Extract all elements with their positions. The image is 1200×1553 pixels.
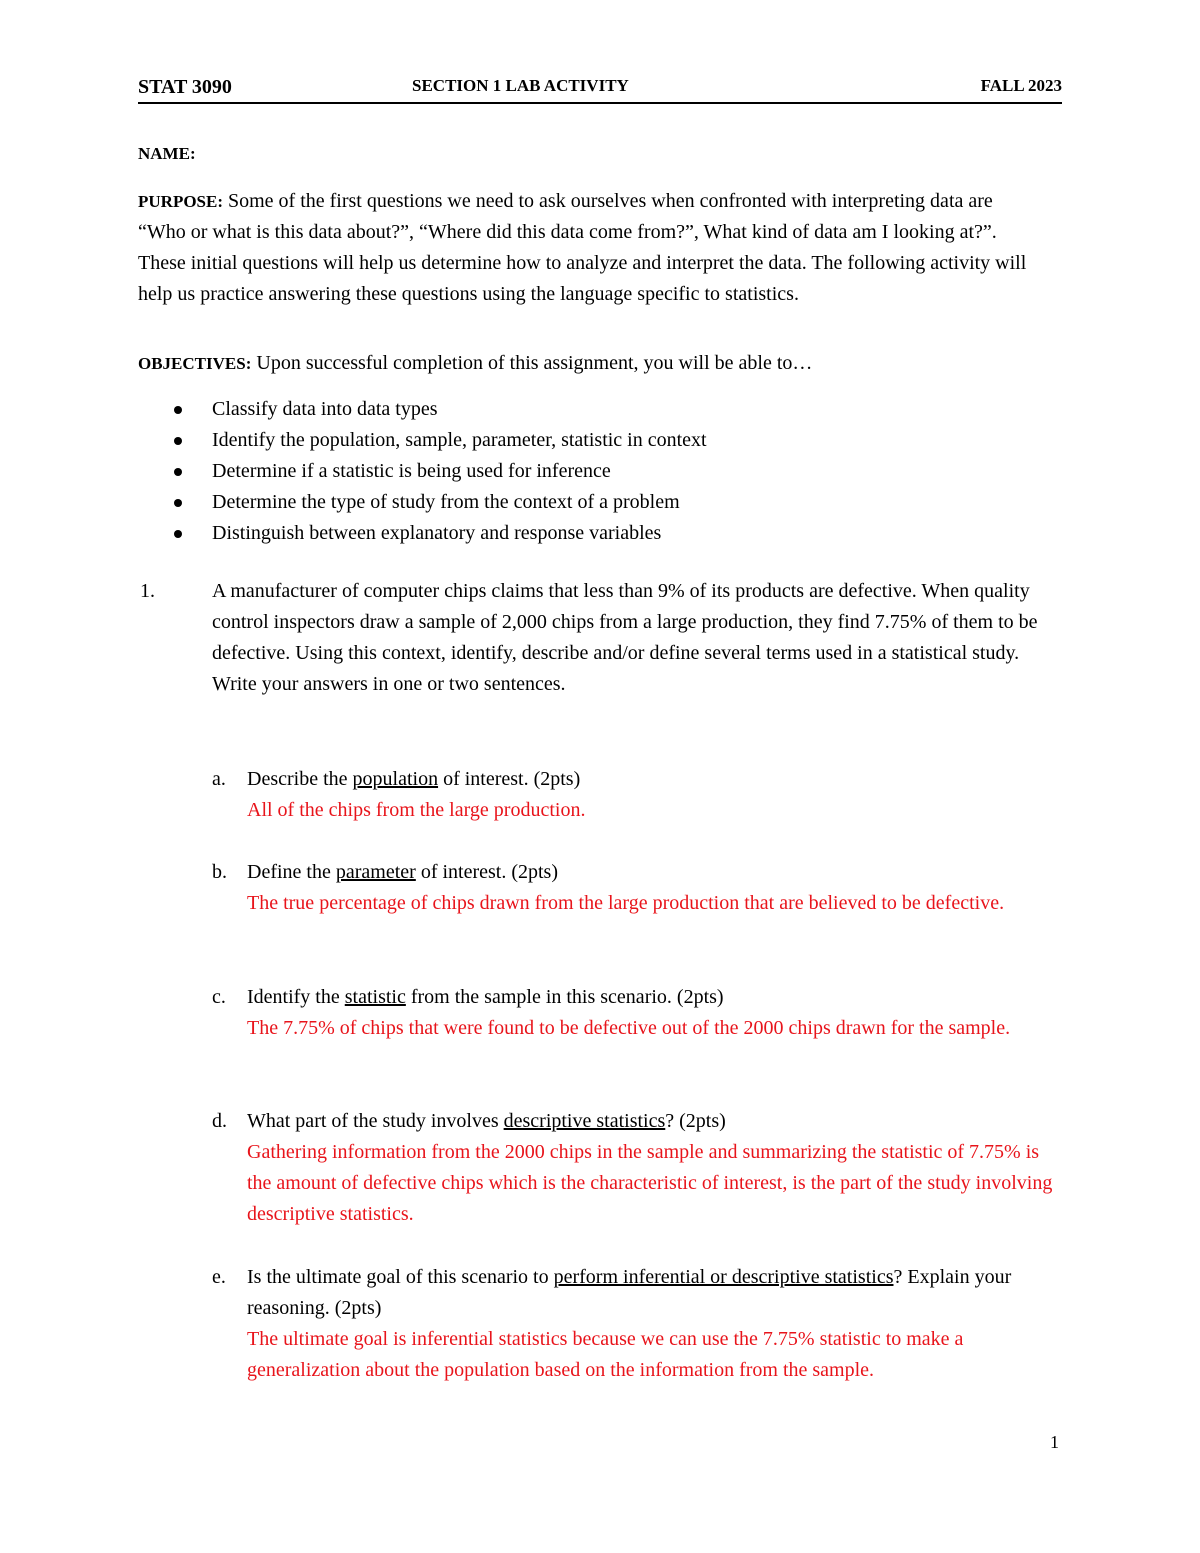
underlined-term: statistic xyxy=(344,986,406,1008)
part-letter: d. xyxy=(212,1110,227,1132)
name-label: NAME: xyxy=(138,144,196,163)
underlined-term: descriptive statistics xyxy=(503,1110,666,1132)
purpose-text: Some of the first questions we need to ask ourselves when confronted with interpreting data are “Who or what is this data about?”, “Where did this data come from?”, What kind of data am I looking at?”. These initial questions will help us determine how to analyze and interpret the data. The following activity will help us practice answering these questions using the language specific to statistics. xyxy=(138,190,1027,305)
part-letter: a. xyxy=(212,768,226,790)
part-prompt: Define the parameter of interest. (2pts) xyxy=(247,861,558,883)
list-item: Classify data into data types xyxy=(171,394,707,425)
part-letter: c. xyxy=(212,986,226,1008)
purpose-paragraph xyxy=(138,186,1038,310)
page-number: 1 xyxy=(1050,1432,1059,1452)
question-text: A manufacturer of computer chips claims that less than 9% of its products are defective. When quality control inspectors draw a sample of 2,000 chips from a large production, they find 7.75% of them to be defective. Using this context, identify, describe and/or define several terms used in a statistical study. Write your answers in one or two sentences. xyxy=(212,580,1038,695)
underlined-term: population xyxy=(352,768,439,790)
objectives-list xyxy=(171,394,707,549)
list-item: Determine if a statistic is being used for inference xyxy=(171,456,707,487)
answer-text: The true percentage of chips drawn from the large production that are believed to be defective. xyxy=(247,892,1005,914)
objectives-paragraph xyxy=(138,348,1038,379)
course-code: STAT 3090 xyxy=(138,76,232,98)
list-item: Distinguish between explanatory and response variables xyxy=(171,518,707,549)
part-prompt: Describe the population of interest. (2pts) xyxy=(247,768,581,790)
answer-text: The ultimate goal is inferential statistics because we can use the 7.75% statistic to make a generalization about the population based on the information from the sample. xyxy=(247,1328,964,1381)
part-letter: b. xyxy=(212,861,227,883)
purpose-label: PURPOSE: xyxy=(138,192,223,211)
term-label: FALL 2023 xyxy=(980,76,1062,95)
objectives-label: OBJECTIVES: xyxy=(138,354,252,373)
answer-text: All of the chips from the large production. xyxy=(247,799,586,821)
list-item: Identify the population, sample, parameter, statistic in context xyxy=(171,425,707,456)
underlined-term: perform inferential or descriptive statistics xyxy=(553,1266,894,1288)
section-title: SECTION 1 LAB ACTIVITY xyxy=(412,76,629,95)
page-header xyxy=(138,72,1062,104)
part-prompt: What part of the study involves descriptive statistics? (2pts) xyxy=(247,1110,726,1132)
question-number: 1. xyxy=(140,580,155,602)
objectives-intro: Upon successful completion of this assignment, you will be able to… xyxy=(256,352,813,374)
answer-text: The 7.75% of chips that were found to be defective out of the 2000 chips drawn for the sample. xyxy=(247,1017,1011,1039)
part-letter: e. xyxy=(212,1266,226,1288)
part-prompt: Identify the statistic from the sample in this scenario. (2pts) xyxy=(247,986,724,1008)
underlined-term: parameter xyxy=(335,861,416,883)
answer-text: Gathering information from the 2000 chips in the sample and summarizing the statistic of 7.75% is the amount of defective chips which is the characteristic of interest, is the part of the study involving descriptive statistics. xyxy=(247,1141,1053,1225)
part-prompt: Is the ultimate goal of this scenario to perform inferential or descriptive statistics? Explain your reasoning. (2pts) xyxy=(247,1266,1012,1319)
list-item: Determine the type of study from the context of a problem xyxy=(171,487,707,518)
